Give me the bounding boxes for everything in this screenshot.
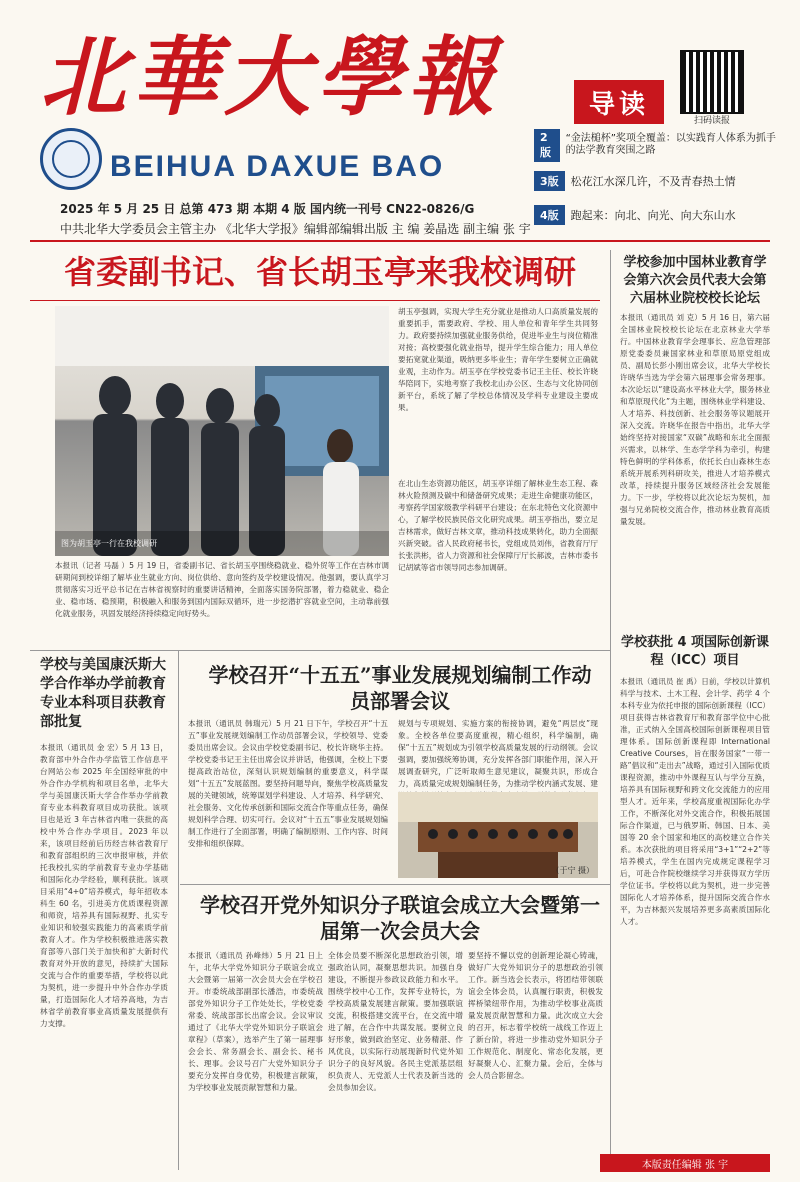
lead-rule	[30, 300, 600, 301]
article3-col-2: 全体会员要不断深化思想政治引领，增强政治认同，凝聚思想共识。加强自身建设，不断提升参政议政能力和水平。围绕学校中心工作，发挥专业特长，为学校高质量发展建言献策。要加强联谊交流，积极搭建交流平台，在交流中增进了解，在合作中共谋发展。要树立良好形象，做到政治坚定、业务精湛、作风优良，以实际行动展现新时代党外知识分子的良好风貌。各民主党派基层组织负责人、无党派人士代表及新当选的会员参加会议。	[328, 951, 463, 1092]
lead-photo-caption: 图为胡玉亭一行在我校调研	[61, 539, 157, 548]
guide-tag: 4版	[534, 205, 565, 225]
article2-photo-caption: （于宁 摄）	[551, 866, 594, 875]
right-divider	[610, 250, 611, 1170]
lead-photo	[55, 306, 389, 556]
guide-item[interactable]	[534, 130, 784, 159]
article3-headline: 学校召开党外知识分子联谊会成立大会暨第一届第一次会员大会	[200, 893, 600, 943]
sidebar-left-body: 本报讯（通讯员 金 宏）5 月 13 日，教育部中外合作办学监管工作信息平台网站公布 2025 年全国经审批的中外合作办学机构和项目名单，北华大学与美国康沃斯大学合作举办学前教育专业本科教育项目成功获批。该项目也是近 3 年吉林省内唯一获批的高校中外合作办学项目。2023 年以来，该项目经前后历经吉林省教育厅和教育部组织的三次申报审核，并依托我校扎实的学前教育专业办学基础和国际化办学经验，顺利获批。该项目采用“4+0”培养模式，每年招收本科生 60 名，引进美方优质课程资源和师资，培养具有国际视野、扎实专业知识和较强实践能力的高素质学前教育人才。作为学校积极推进落实教育部等八部门关于加快和扩大新时代教育对外开放的意见，持续扩大国际交流与合作的重要举措，学校将以此为契机，进一步提升中外合作办学质量，打造国际化人才培养高地，为吉林省学前教育事业高质量发展提供有力支撑。	[40, 743, 168, 1028]
guide-tag: 3版	[534, 171, 565, 191]
section-rule	[180, 884, 610, 885]
left-divider	[178, 650, 179, 1170]
guide-text: 松花江水深几许，不及青春热土情	[570, 175, 736, 188]
lead-col-3: 在北山生态资源功能区，胡玉亭详细了解林业生态工程、森林火险预测及碳中和储备研究成果；走进生命健康功能区，考察药学国家级教学科研平台建设；在东北特色文化资源中心，了解学校民族民俗文化研究成果。胡玉亭指出，要立足吉林需求，做好吉林文章，推动科技成果转化，助力全面振兴新突破。省人民政府秘书长，党组成员刘伟，省教育厅厅长张洪彬，省人力资源和社会保障厅厅长郝波，吉林市委书记胡斌等省市领导同志参加调研。	[398, 479, 598, 572]
article2-col-2: 规划与专项规划、实施方案的衔接协调，避免“两层皮”现象。全校各单位要高度重视，精心组织，科学编制，确保“十五五”规划成为引领学校高质量发展的行动纲领。会议强调，要加强统筹协调，充分发挥各部门职能作用，深入开展调查研究，广泛听取师生意见建议，凝聚共识，形成合力，高质量完成规划编制任务，为推动学校内涵式发展、建	[398, 719, 598, 788]
sidebar-left-title: 学校与美国康沃斯大学合作举办学前教育专业本科项目获教育部批复	[40, 657, 166, 730]
guide-item[interactable]	[534, 204, 784, 226]
qr-label: 扫码读报	[693, 116, 730, 126]
masthead-pinyin: BEIHUA DAXUE BAO	[110, 150, 445, 183]
sidebar-right-bottom-body: 本报讯（通讯员 崔 禹）日前，学校以计算机科学与技术、土木工程、会计学、药学 4 个本科专业为依托申报的国际创新课程（ICC）项目获得吉林省教育厅和教育部学位中心批准，正式纳入全国高校国际创新课程项目管理体系。国际创新课程即 International Creative Courses，旨在服务国家“一带一路”倡议和“走出去”战略，通过引入国际优质课程资源，推动中外课程互认与学分互换，培养具有国际视野和跨文化交流能力的应用型人才。近年来，学校高度重视国际化办学工作，不断深化对外交流合作，积极拓展国际合作渠道，已与俄罗斯、韩国、日本、美国等 20 余个国家和地区的高校建立合作关系。本次获批的项目将采用“3+1”“2+2”等培养模式，学生在国内完成规定课程学习后，可赴合作院校继续学习并获得双方学历学位证书。学校将以此为契机，进一步完善国际化人才培养体系，提升国际交流合作水平，为吉林振兴发展培养更多高素质国际化人才。	[620, 677, 770, 926]
sidebar-right-top-title: 学校参加中国林业教育学会第六次会员代表大会第六届林业院校校长论坛	[623, 255, 767, 306]
lead-col-2: 胡玉亭强调，实现大学生充分就业是推动人口高质量发展的重要抓手，需要政府、学校、用人单位和青年学生共同努力。政府要持续加强就业服务供给，促进毕业生与岗位精准对接；高校要强化就业指导，提升学生综合能力；用人单位要拓宽就业渠道，吸纳更多毕业生；青年学生要树立正确就业观，主动作为。胡玉亭在学校党委书记王主任、校长许晓华陪同下，实地考察了我校北山办公区、生态与文化协同创新平台，系统了解了学校总体情况及学科专业建设主要成果。	[398, 307, 598, 412]
guide-banner: 导读	[574, 80, 664, 124]
editor-credit: 本版责任编辑 张 宇	[600, 1154, 770, 1172]
publisher-line: 中共北华大学委员会主管主办 《北华大学报》编辑部编辑出版 主 编 姜晶选 副主编 张 宇	[60, 222, 531, 236]
lead-photo-figure	[55, 306, 389, 556]
issue-line: 2025 年 5 月 25 日 总第 473 期 本期 4 版 国内统一刊号 CN22-0826/G	[60, 202, 475, 216]
lead-headline: 省委副书记、省长胡玉亭来我校调研	[63, 253, 576, 291]
qr-code-icon[interactable]	[680, 50, 744, 114]
masthead-title: 北華大學報	[40, 27, 500, 128]
guide-item[interactable]	[534, 170, 784, 192]
article3-col-3: 要坚持不懈以党的创新理论凝心铸魂，做好广大党外知识分子的思想政治引领工作。新当选会长表示，将团结带领联谊会全体会员，认真履行职责，积极发挥桥梁纽带作用，为推动学校事业高质量发展贡献智慧和力量。此次成立大会的召开，标志着学校统一战线工作迈上了新台阶，将进一步推动党外知识分子工作规范化、制度化、常态化发展，更好凝聚人心、汇聚力量。会后，全体与会人员合影留念。	[468, 951, 603, 1080]
section-rule	[30, 650, 610, 651]
article2-photo	[398, 792, 598, 878]
sidebar-right-bottom-title: 学校获批 4 项国际创新课程（ICC）项目	[620, 635, 770, 668]
guide-tag: 2版	[534, 129, 560, 162]
masthead-rule	[30, 240, 770, 242]
article3-col-1: 本报讯（通讯员 孙峰炜）5 月 21 日上午，北华大学党外知识分子联谊会成立大会暨第一届第一次会员大会在学校召开。市委统战部副部长潘浩，市委统战部党外知识分子工作处处长，学校党委常委、统战部部长出席会议。会议审议通过了《北华大学党外知识分子联谊会章程》（草案），选举产生了第一届理事会会长、常务副会长、副会长、秘书长、理事。会议号召广大党外知识分子要充分发挥自身优势，积极建言献策，为学校事业发展贡献智慧和力量。	[188, 951, 323, 1092]
lead-col-1: 本报讯（记者 马磊 ）5 月 19 日，省委副书记、省长胡玉亭围绕稳就业、稳外贸等工作在吉林市调研期间到校详细了解毕业生就业方向、岗位供给、意向签约及学校建设情况。他强调，要认真学习贯彻落实习近平总书记在吉林省视察时的重要讲话精神，全面落实国务院部署，着力稳就业、稳企业、稳市场、稳预期，积极融入和服务到国内国际双循环，进一步挖潜扩容就业空间，主动靠前强化就业服务，巩固发展经济持续稳定向好势头。	[55, 561, 389, 618]
university-seal-logo	[40, 128, 102, 190]
article2-headline: 学校召开“十五五”事业发展规划编制工作动员部署会议	[208, 663, 592, 713]
guide-text: 跑起来：向北、向光、向大东山水	[570, 209, 736, 222]
article2-col-1: 本报讯（通讯员 韩瑞元）5 月 21 日下午，学校召开“十五五”事业发展规划编制工作动员部署会议，学校领导、党委委员出席会议。会议由学校党委副书记、校长许晓华主持。学校党委书记王主任出席会议并讲话，他强调，全校上下要提高政治站位，深刻认识规划编制的重要意义，科学谋划“十五五”发展蓝图。要坚持问题导向，聚焦学校高质量发展的关键领域，统筹谋划学科建设、人才培养、科学研究、社会服务、文化传承创新和国际交流合作等重点任务，确保规划科学合理、切实可行。会议对“十五五”事业发展规划编制工作进行了全面部署，明确了编制原则、工作内容、时间安排和组织保障。	[188, 719, 388, 848]
sidebar-right-top-body: 本报讯（通讯员 刘 克）5 月 16 日，第六届全国林业院校校长论坛在北京林业大学举行。中国林业教育学会理事长、应急管理部原党委委员兼国家林业和草原局原党组成员、副局长彭小刚出席会议，北华大学校长许晓华当选为学会第六届理事会常务理事。本次论坛以“建设高水平林业大学，服务林业和草原现代化”为主题，围绕林业学科建设、人才培养、科技创新、社会服务等议题展开深入交流。许晓华在报告中指出，北华大学始终坚持对接国家“双碳”战略和东北全面振兴需求，以林学、生态学学科为牵引，构建特色鲜明的学科体系，依托长白山森林生态系统开展系列科研攻关，推进人才培养模式改革，持续提升服务区域经济社会发展能力。下一步，学校将以此次论坛为契机，加强与兄弟院校交流合作，推动林业教育高质量发展。	[620, 313, 770, 526]
guide-text: “金法槌杯”奖项全覆盖：以实践育人体系为抓手的法学教育突围之路	[565, 133, 776, 156]
